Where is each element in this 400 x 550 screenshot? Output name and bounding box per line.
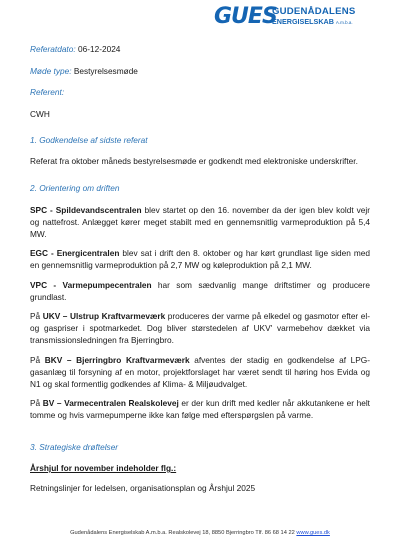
document-body: [30, 43, 370, 494]
ukv-pre: På: [30, 311, 43, 321]
egc-paragraph: [30, 247, 370, 271]
meta-type: [30, 65, 370, 77]
bv-name: BV – Varmecentralen Realskolevej: [42, 398, 179, 408]
bv-pre: På: [30, 398, 43, 408]
date-value: 06-12-2024: [77, 44, 121, 54]
egc-name: EGC - Energicentralen: [30, 248, 120, 258]
section3-text: Retningslinjer for ledelsen, organisationsplan og Årshjul 2025: [30, 483, 256, 493]
vpc-text: har som sædvanlig mange driftstimer og producere grundlast.: [30, 279, 370, 302]
logo-mark: GUES: [214, 4, 277, 29]
logo-line2-text: ENERGISELSKAB: [272, 17, 334, 26]
ukv-text: produceres der varme på elkedel og gasmotor efter el- og gaspriser i spotmarkedet. Dog bliver størstedelen af UKV' varmebehov dækket via transmissionsledningen fra Bjerringbro.: [30, 311, 370, 345]
section1-text: Referat fra oktober måneds bestyrelsesmøde er godkendt med elektroniske underskrifter.: [30, 155, 358, 166]
spc-paragraph: [30, 204, 370, 240]
footer-address: Gudenådalens Energiselskab A.m.b.a. Realskolevej 18, 8850 Bjerringbro Tlf. 86 68 14 22: [70, 530, 297, 536]
section1-title: 1. Godkendelse af sidste referat: [30, 134, 148, 145]
bkv-pre: På: [30, 354, 45, 365]
section2-title: 2. Orientering om driften: [30, 182, 120, 193]
type-value: Bestyrelsesmøde: [73, 65, 138, 76]
company-logo: [214, 5, 382, 29]
ukv-name: UKV – Ulstrup Kraftvarmeværk: [42, 311, 166, 321]
ukv-paragraph: [30, 310, 370, 346]
logo-line2-suffix: A.m.b.a.: [335, 20, 353, 25]
meta-referent-label: [30, 86, 370, 98]
footer-website-link[interactable]: www.gues.dk: [296, 530, 330, 536]
logo-text: [272, 7, 355, 28]
logo-line1: GUDENÅDALENS: [272, 6, 356, 17]
referent-label: Referent:: [30, 87, 65, 97]
logo-line2: [272, 17, 355, 28]
bv-paragraph: [30, 397, 370, 421]
egc-text: blev sat i drift den 8. oktober og har kørt grundlast lige siden med en gennemsnitlig varmeproduktion på 2,7 MW og køleproduktion på 2,1 MW.: [30, 248, 370, 270]
section3-subtitle: Årshjul for november indeholder flg.:: [30, 463, 177, 473]
bv-text: er der kun drift med kedler når akkutankene er helt tomme og hvis varmepumperne ikke kan følge med efterspørgslen på varme.: [30, 398, 370, 420]
bkv-name: BKV – Bjerringbro Kraftvarmeværk: [44, 354, 190, 365]
bkv-text: afventes der stadig en godkendelse af LPG-gasanlæg til forsyning af en motor, projektforslaget har været sendt til høring hos Evida og N1 og skal formentlig godkendes af Klima- & Miljøudvalget.: [30, 354, 370, 389]
bkv-paragraph: [30, 354, 370, 390]
meta-date: [30, 43, 370, 55]
spc-text: blev startet op den 16. november da der igen blev koldt vejr og nattefrost. Anlægget kører meget stabilt med en gennemsnitlig varmeproduktion på 5,4 MW.: [30, 204, 370, 239]
meta-referent-value: CWH: [30, 108, 50, 119]
page-footer: [0, 530, 400, 536]
spc-name: SPC - Spildevandscentralen: [30, 204, 142, 215]
section3-title: 3. Strategiske drøftelser: [30, 442, 119, 452]
date-label: Referatdato:: [30, 44, 76, 54]
vpc-paragraph: [30, 279, 370, 303]
vpc-name: VPC - Varmepumpecentralen: [30, 279, 152, 290]
type-label: Møde type:: [30, 65, 72, 76]
